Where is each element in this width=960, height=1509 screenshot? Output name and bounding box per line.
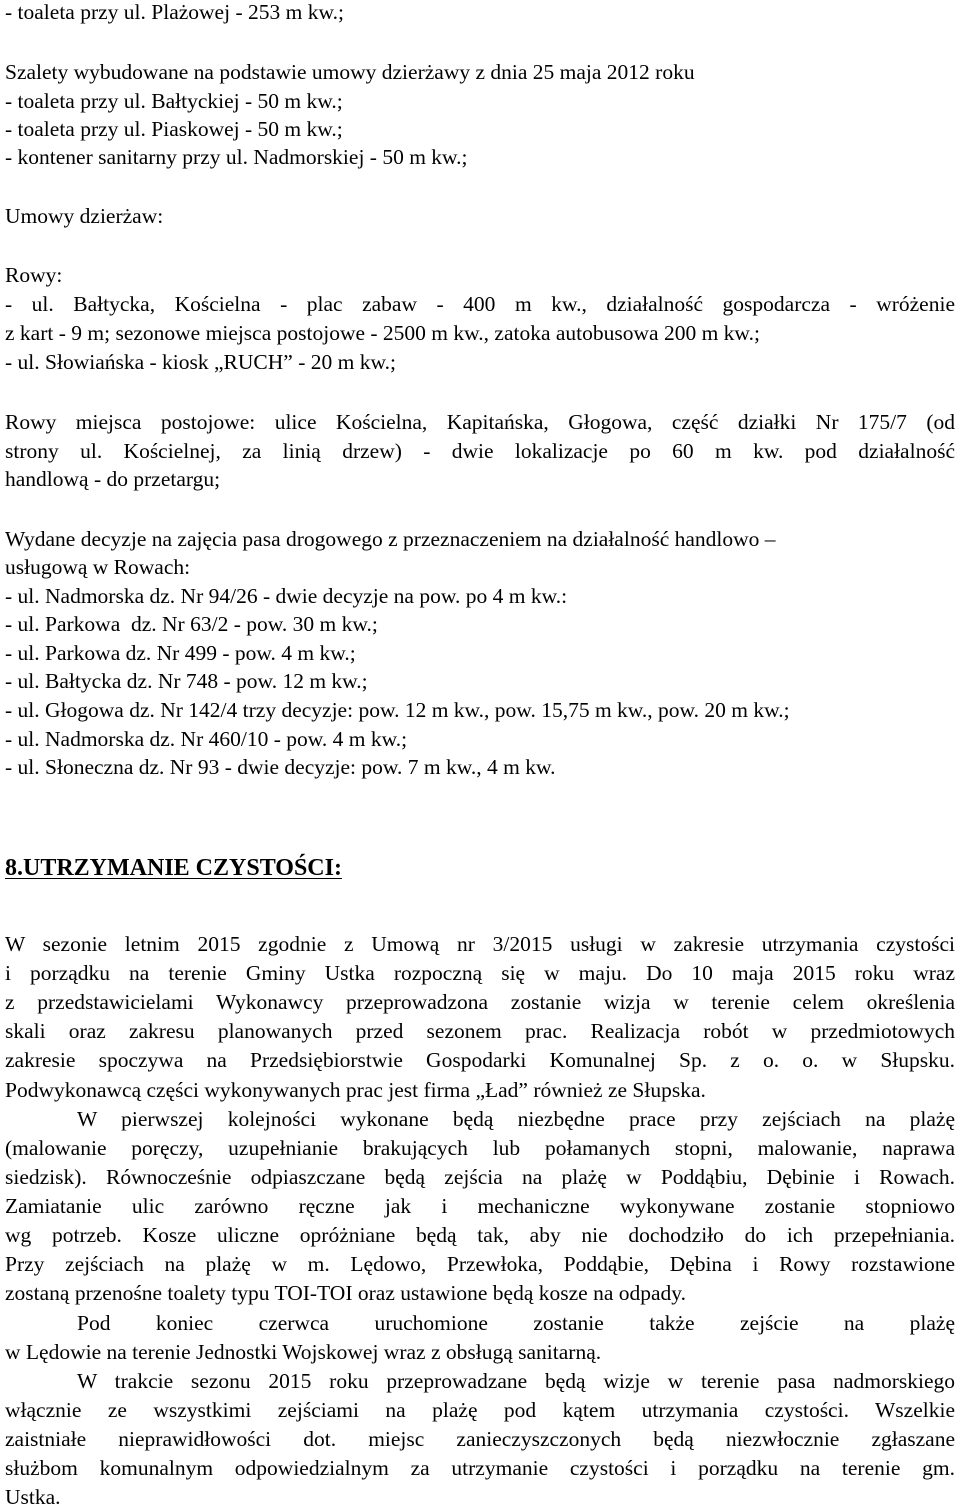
text-line: w Lędowie na terenie Jednostki Wojskowej wraz z obsługą sanitarną. xyxy=(5,1340,602,1364)
heading-number: 8. xyxy=(5,855,23,881)
text-line: - ul. Bałtycka dz. Nr 748 - pow. 12 m kw.; xyxy=(5,669,368,693)
text-line: zaistniałe nieprawidłowości dot. miejsc zanieczyszczonych będą niezwłocznie zgłaszane xyxy=(5,1427,955,1451)
text-line: - ul. Nadmorska dz. Nr 94/26 - dwie decyzje na pow. po 4 m kw.: xyxy=(5,584,568,608)
text-line: - ul. Głogowa dz. Nr 142/4 trzy decyzje: pow. 12 m kw., pow. 15,75 m kw., pow. 20 m kw.; xyxy=(5,698,790,722)
text-line: - ul. Słoneczna dz. Nr 93 - dwie decyzje: pow. 7 m kw., 4 m kw. xyxy=(5,755,556,779)
text-line: zostaną przenośne toalety typu TOI-TOI oraz ustawione będą kosze na odpady. xyxy=(5,1281,687,1305)
text-line: Rowy miejsca postojowe: ulice Kościelna, Kapitańska, Głogowa, część działki Nr 175/7 (od xyxy=(5,410,955,434)
text-line: Wydane decyzje na zajęcia pasa drogowego z przeznaczeniem na działalność handlowo – xyxy=(5,527,776,551)
text-line: Rowy: xyxy=(5,263,63,287)
text-line: z przedstawicielami Wykonawcy przeprowadzona zostanie wizja w terenie celem określenia xyxy=(5,990,955,1014)
text-line: skali oraz zakresu planowanych przed sezonem prac. Realizacja robót w przedmiotowych xyxy=(5,1019,955,1043)
text-line: - ul. Słowiańska - kiosk „RUCH” - 20 m kw.; xyxy=(5,350,396,374)
text-line: wg potrzeb. Kosze uliczne opróżniane będą tak, aby nie dochodziło do ich przepełniania. xyxy=(5,1223,955,1247)
text-line: Szalety wybudowane na podstawie umowy dzierżawy z dnia 25 maja 2012 roku xyxy=(5,60,695,84)
text-line: - kontener sanitarny przy ul. Nadmorskiej - 50 m kw.; xyxy=(5,145,468,169)
text-line: - ul. Parkowa dz. Nr 63/2 - pow. 30 m kw.; xyxy=(5,612,378,636)
text-line: - toaleta przy ul. Piaskowej - 50 m kw.; xyxy=(5,117,343,141)
text-line: Pod koniec czerwca uruchomione zostanie także zejście na plażę xyxy=(77,1311,955,1335)
text-line: usługową w Rowach: xyxy=(5,555,191,579)
text-line: W sezonie letnim 2015 zgodnie z Umową nr 3/2015 usługi w zakresie utrzymania czystości xyxy=(5,932,955,956)
text-line: - ul. Nadmorska dz. Nr 460/10 - pow. 4 m kw.; xyxy=(5,727,408,751)
text-line: zakresie spoczywa na Przedsiębiorstwie Gospodarki Komunalnej Sp. z o. o. w Słupsku. xyxy=(5,1048,955,1072)
text-line: - ul. Bałtycka, Kościelna - plac zabaw - 400 m kw., działalność gospodarcza - wróżenie xyxy=(5,292,955,316)
text-line: Ustka. xyxy=(5,1485,61,1509)
text-line: Zamiatanie ulic zarówno ręczne jak i mechaniczne wykonywane zostanie stopniowo xyxy=(5,1194,955,1218)
text-line: siedzisk). Równocześnie odpiaszczane będą zejścia na plażę w Poddąbiu, Dębinie i Rowach. xyxy=(5,1165,955,1189)
heading-title: UTRZYMANIE CZYSTOŚCI: xyxy=(23,855,342,881)
text-line: włącznie ze wszystkimi zejściami na plażę pod kątem utrzymania czystości. Wszelkie xyxy=(5,1398,955,1422)
text-line: Umowy dzierżaw: xyxy=(5,204,164,228)
text-line: służbom komunalnym odpowiedzialnym za utrzymanie czystości i porządku na terenie gm. xyxy=(5,1456,955,1480)
text-line: (malowanie poręczy, uzupełnianie brakujących lub połamanych stopni, malowanie, naprawa xyxy=(5,1136,955,1160)
section-heading xyxy=(5,856,342,880)
text-line: handlową - do przetargu; xyxy=(5,467,221,491)
text-line: - toaleta przy ul. Bałtyckiej - 50 m kw.; xyxy=(5,89,343,113)
text-line: i porządku na terenie Gminy Ustka rozpoczną się w maju. Do 10 maja 2015 roku wraz xyxy=(5,961,955,985)
text-line: z kart - 9 m; sezonowe miejsca postojowe - 2500 m kw., zatoka autobusowa 200 m kw.; xyxy=(5,321,760,345)
text-line: Podwykonawcą części wykonywanych prac jest firma „Ład” również ze Słupska. xyxy=(5,1078,706,1102)
text-line: strony ul. Kościelnej, za linią drzew) - dwie lokalizacje po 60 m kw. pod działalność xyxy=(5,439,955,463)
text-line: W pierwszej kolejności wykonane będą niezbędne prace przy zejściach na plażę xyxy=(77,1107,955,1131)
text-line: - ul. Parkowa dz. Nr 499 - pow. 4 m kw.; xyxy=(5,641,356,665)
text-line: Przy zejściach na plażę w m. Lędowo, Przewłoka, Poddąbie, Dębina i Rowy rozstawione xyxy=(5,1252,955,1276)
text-line: - toaleta przy ul. Plażowej - 253 m kw.; xyxy=(5,0,344,24)
text-line: W trakcie sezonu 2015 roku przeprowadzane będą wizje w terenie pasa nadmorskiego xyxy=(77,1369,955,1393)
